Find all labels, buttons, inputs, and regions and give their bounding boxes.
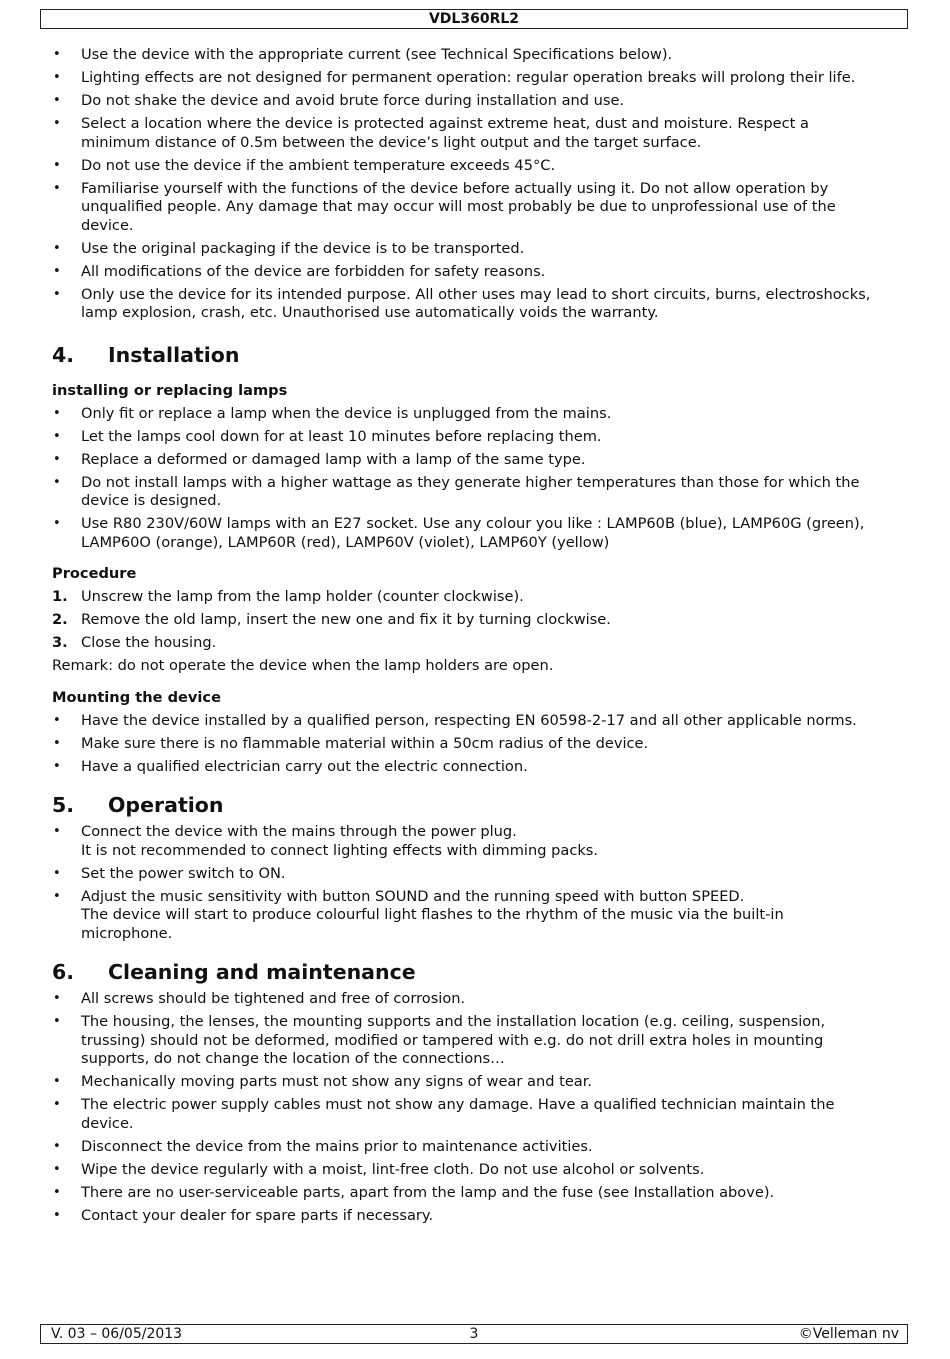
list-item-text: Let the lamps cool down for at least 10 minutes before replacing them. <box>81 427 602 445</box>
bullet-icon: • <box>53 758 61 774</box>
list-item <box>52 990 902 1009</box>
step-number: 2. <box>52 611 68 628</box>
list-item <box>52 180 902 236</box>
section-heading-operation <box>52 793 902 817</box>
subheading-procedure: Procedure <box>52 565 137 582</box>
page-content <box>52 46 902 1230</box>
list-item-text: device. <box>81 216 134 234</box>
bullet-icon: • <box>53 47 61 62</box>
step-text: Unscrew the lamp from the lamp holder (counter clockwise). <box>81 588 524 605</box>
list-item-text: device. <box>81 1114 134 1132</box>
list-item <box>52 1073 902 1092</box>
list-item-text: The device will start to produce colourful light flashes to the rhythm of the music via the built-in <box>81 906 784 923</box>
list-item-text: It is not recommended to connect lighting effects with dimming packs. <box>81 841 599 859</box>
list-item <box>52 240 902 259</box>
list-item <box>52 263 902 282</box>
bullet-icon: • <box>53 263 61 279</box>
subheading-mounting: Mounting the device <box>52 688 221 706</box>
bullet-icon: • <box>53 93 61 108</box>
procedure-step <box>52 634 902 653</box>
list-item-text: supports, do not change the location of the connections… <box>81 1050 505 1067</box>
list-item-text: lamp explosion, crash, etc. Unauthorised use automatically voids the warranty. <box>81 304 659 321</box>
list-item <box>52 712 902 731</box>
document-title: VDL360RL2 <box>428 11 520 27</box>
lamps-bullet-list <box>52 405 902 553</box>
list-item-text: Replace a deformed or damaged lamp with a lamp of the same type. <box>81 450 586 468</box>
bullet-icon: • <box>53 865 61 881</box>
cleaning-bullet-list <box>52 990 902 1225</box>
page-number: 3 <box>469 1326 479 1342</box>
bullet-icon: • <box>53 712 61 728</box>
list-item <box>52 451 902 470</box>
operation-bullet-list <box>52 823 902 943</box>
procedure-step-list <box>52 588 902 653</box>
step-text: Close the housing. <box>81 634 217 651</box>
step-number: 1. <box>52 588 68 605</box>
procedure-step <box>52 611 902 630</box>
list-item-text: Do not shake the device and avoid brute force during installation and use. <box>81 92 625 109</box>
list-item-text: Only use the device for its intended purpose. All other uses may lead to short circuits, burns, electroshocks, <box>81 285 871 303</box>
page-header <box>40 9 908 29</box>
list-item <box>52 888 902 944</box>
bullet-icon: • <box>53 1184 61 1200</box>
list-item-text: Only fit or replace a lamp when the device is unplugged from the mains. <box>81 404 612 422</box>
list-item <box>52 69 902 88</box>
bullet-icon: • <box>53 428 61 444</box>
bullet-icon: • <box>53 474 61 490</box>
list-item-text: Adjust the music sensitivity with button SOUND and the running speed with button SPEED. <box>81 887 745 905</box>
bullet-icon: • <box>53 1207 61 1223</box>
list-item-text: LAMP60O (orange), LAMP60R (red), LAMP60V (violet), LAMP60Y (yellow) <box>81 533 610 551</box>
section-number: 4. <box>52 342 75 367</box>
list-item-text: Contact your dealer for spare parts if necessary. <box>81 1206 434 1224</box>
bullet-icon: • <box>53 1138 61 1154</box>
remark-text: Remark: do not operate the device when the lamp holders are open. <box>52 657 554 674</box>
list-item <box>52 46 902 65</box>
list-item-text: There are no user-serviceable parts, apart from the lamp and the fuse (see Installation above). <box>81 1183 775 1201</box>
list-item-text: Familiarise yourself with the functions of the device before actually using it. Do not allow operation by <box>81 179 829 197</box>
list-item-text: microphone. <box>81 924 173 942</box>
list-item-text: trussing) should not be deformed, modified or tampered with e.g. do not drill extra holes in mounting <box>81 1031 824 1049</box>
section-number: 5. <box>52 793 75 817</box>
list-item <box>52 474 902 511</box>
list-item-text: Use R80 230V/60W lamps with an E27 socket. Use any colour you like : LAMP60B (blue), LAMP60G (green), <box>81 515 865 532</box>
version-date: V. 03 – 06/05/2013 <box>51 1326 183 1342</box>
bullet-icon: • <box>53 1097 61 1112</box>
bullet-icon: • <box>53 1161 61 1177</box>
list-item <box>52 1161 902 1180</box>
list-item-text: minimum distance of 0.5m between the device’s light output and the target surface. <box>81 133 702 151</box>
list-item-text: unqualified people. Any damage that may occur will most probably be due to unprofessional use of the <box>81 198 836 215</box>
list-item <box>52 865 902 884</box>
step-number: 3. <box>52 634 68 651</box>
list-item-text: Have a qualified electrician carry out the electric connection. <box>81 757 528 775</box>
bullet-icon: • <box>53 116 61 131</box>
list-item-text: The electric power supply cables must not show any damage. Have a qualified technician maintain the <box>81 1096 835 1113</box>
list-item-text: All modifications of the device are forbidden for safety reasons. <box>81 262 546 280</box>
list-item-text: Use the device with the appropriate current (see Technical Specifications below). <box>81 46 673 63</box>
bullet-icon: • <box>53 240 61 256</box>
list-item <box>52 1013 902 1069</box>
section-title: Operation <box>108 793 224 817</box>
mounting-bullet-list <box>52 712 902 777</box>
step-text: Remove the old lamp, insert the new one and fix it by turning clockwise. <box>81 611 611 628</box>
list-item-text: device is designed. <box>81 492 222 509</box>
list-item <box>52 92 902 111</box>
bullet-icon: • <box>53 1014 61 1029</box>
list-item-text: All screws should be tightened and free of corrosion. <box>81 990 466 1007</box>
list-item-text: Use the original packaging if the device is to be transported. <box>81 239 525 257</box>
list-item <box>52 115 902 152</box>
section-title: Installation <box>108 342 240 367</box>
bullet-icon: • <box>53 70 61 85</box>
list-item-text: Make sure there is no flammable material within a 50cm radius of the device. <box>81 734 649 752</box>
list-item-text: Wipe the device regularly with a moist, lint-free cloth. Do not use alcohol or solvents. <box>81 1160 705 1178</box>
bullet-icon: • <box>53 735 61 751</box>
list-item <box>52 823 902 860</box>
list-item <box>52 758 902 777</box>
bullet-icon: • <box>53 516 61 531</box>
bullet-icon: • <box>53 824 61 839</box>
section-number: 6. <box>52 960 75 984</box>
list-item <box>52 1207 902 1226</box>
list-item-text: Connect the device with the mains through the power plug. <box>81 823 517 840</box>
page-footer <box>40 1324 908 1344</box>
list-item <box>52 286 902 323</box>
procedure-step <box>52 588 902 607</box>
list-item-text: Do not install lamps with a higher wattage as they generate higher temperatures than those for which the <box>81 473 860 491</box>
bullet-icon: • <box>53 286 61 302</box>
list-item-text: Mechanically moving parts must not show any signs of wear and tear. <box>81 1073 593 1090</box>
copyright-notice: ©Velleman nv <box>798 1326 899 1342</box>
bullet-icon: • <box>53 888 61 904</box>
list-item-text: Have the device installed by a qualified person, respecting EN 60598-2-17 and all other applicable norms. <box>81 711 857 729</box>
safety-bullet-list <box>52 46 902 323</box>
list-item-text: Do not use the device if the ambient temperature exceeds 45°C. <box>81 156 556 174</box>
list-item-text: Select a location where the device is protected against extreme heat, dust and moisture. Respect a <box>81 115 809 132</box>
bullet-icon: • <box>53 1074 61 1089</box>
section-heading-cleaning <box>52 960 902 984</box>
section-heading-installation <box>52 343 902 367</box>
list-item <box>52 1138 902 1157</box>
list-item <box>52 428 902 447</box>
section-title: Cleaning and maintenance <box>108 960 416 984</box>
list-item <box>52 735 902 754</box>
list-item-text: Set the power switch to ON. <box>81 864 286 882</box>
list-item <box>52 1184 902 1203</box>
bullet-icon: • <box>53 180 61 196</box>
bullet-icon: • <box>53 157 61 173</box>
list-item-text: The housing, the lenses, the mounting supports and the installation location (e.g. ceiling, suspension, <box>81 1013 826 1030</box>
list-item <box>52 157 902 176</box>
subheading-lamps: installing or replacing lamps <box>52 381 288 399</box>
list-item <box>52 405 902 424</box>
bullet-icon: • <box>53 405 61 421</box>
list-item <box>52 1096 902 1133</box>
bullet-icon: • <box>53 991 61 1006</box>
list-item <box>52 515 902 552</box>
list-item-text: Lighting effects are not designed for permanent operation: regular operation breaks will prolong their life. <box>81 69 856 86</box>
bullet-icon: • <box>53 451 61 467</box>
list-item-text: Disconnect the device from the mains prior to maintenance activities. <box>81 1137 593 1155</box>
